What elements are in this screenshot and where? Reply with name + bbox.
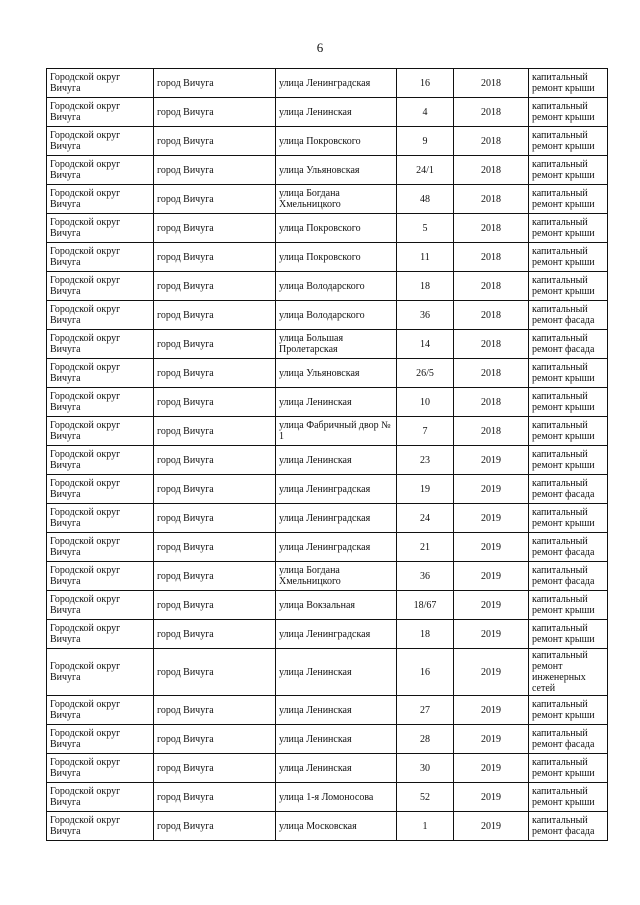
table-row [47, 754, 608, 783]
table-row [47, 620, 608, 649]
year-cell: 2018 [454, 156, 529, 185]
work-type-cell: капитальный ремонт крыши [529, 504, 608, 533]
district-cell: Городской округ Вичуга [47, 475, 154, 504]
table-row [47, 562, 608, 591]
work-type-cell: капитальный ремонт фасада [529, 533, 608, 562]
year-cell: 2018 [454, 98, 529, 127]
city-cell: город Вичуга [154, 185, 276, 214]
work-type-cell: капитальный ремонт фасада [529, 301, 608, 330]
district-cell: Городской округ Вичуга [47, 185, 154, 214]
city-cell: город Вичуга [154, 649, 276, 696]
city-cell: город Вичуга [154, 243, 276, 272]
work-type-cell: капитальный ремонт крыши [529, 754, 608, 783]
table-row [47, 388, 608, 417]
house-number-cell: 48 [397, 185, 454, 214]
table-row [47, 649, 608, 696]
house-number-cell: 7 [397, 417, 454, 446]
city-cell: город Вичуга [154, 812, 276, 841]
house-number-cell: 16 [397, 649, 454, 696]
street-cell: улица Ленинская [276, 754, 397, 783]
district-cell: Городской округ Вичуга [47, 504, 154, 533]
district-cell: Городской округ Вичуга [47, 812, 154, 841]
district-cell: Городской округ Вичуга [47, 388, 154, 417]
table-row [47, 533, 608, 562]
work-type-cell: капитальный ремонт фасада [529, 725, 608, 754]
work-type-cell: капитальный ремонт крыши [529, 591, 608, 620]
house-number-cell: 21 [397, 533, 454, 562]
street-cell: улица Ленинградская [276, 620, 397, 649]
city-cell: город Вичуга [154, 98, 276, 127]
table-row [47, 725, 608, 754]
year-cell: 2019 [454, 446, 529, 475]
street-cell: улица Ленинская [276, 725, 397, 754]
street-cell: улица Володарского [276, 272, 397, 301]
table-row [47, 301, 608, 330]
street-cell: улица Богдана Хмельницкого [276, 562, 397, 591]
registry-table-body [47, 69, 608, 841]
work-type-cell: капитальный ремонт фасада [529, 562, 608, 591]
work-type-cell: капитальный ремонт крыши [529, 214, 608, 243]
table-row [47, 243, 608, 272]
city-cell: город Вичуга [154, 446, 276, 475]
street-cell: улица Ленинградская [276, 504, 397, 533]
district-cell: Городской округ Вичуга [47, 69, 154, 98]
district-cell: Городской округ Вичуга [47, 272, 154, 301]
house-number-cell: 28 [397, 725, 454, 754]
street-cell: улица Ленинская [276, 649, 397, 696]
year-cell: 2019 [454, 620, 529, 649]
house-number-cell: 27 [397, 696, 454, 725]
street-cell: улица Покровского [276, 127, 397, 156]
street-cell: улица Ленинская [276, 388, 397, 417]
city-cell: город Вичуга [154, 330, 276, 359]
work-type-cell: капитальный ремонт фасада [529, 330, 608, 359]
city-cell: город Вичуга [154, 533, 276, 562]
work-type-cell: капитальный ремонт крыши [529, 243, 608, 272]
year-cell: 2019 [454, 591, 529, 620]
table-row [47, 272, 608, 301]
table-row [47, 185, 608, 214]
year-cell: 2018 [454, 69, 529, 98]
city-cell: город Вичуга [154, 301, 276, 330]
year-cell: 2018 [454, 330, 529, 359]
city-cell: город Вичуга [154, 620, 276, 649]
district-cell: Городской округ Вичуга [47, 754, 154, 783]
year-cell: 2019 [454, 504, 529, 533]
registry-table [46, 68, 608, 841]
city-cell: город Вичуга [154, 359, 276, 388]
district-cell: Городской округ Вичуга [47, 301, 154, 330]
table-row [47, 812, 608, 841]
table-row [47, 330, 608, 359]
district-cell: Городской округ Вичуга [47, 359, 154, 388]
house-number-cell: 30 [397, 754, 454, 783]
house-number-cell: 24/1 [397, 156, 454, 185]
house-number-cell: 10 [397, 388, 454, 417]
street-cell: улица Ленинская [276, 446, 397, 475]
year-cell: 2019 [454, 649, 529, 696]
city-cell: город Вичуга [154, 504, 276, 533]
work-type-cell: капитальный ремонт крыши [529, 69, 608, 98]
year-cell: 2019 [454, 725, 529, 754]
house-number-cell: 4 [397, 98, 454, 127]
street-cell: улица Вокзальная [276, 591, 397, 620]
district-cell: Городской округ Вичуга [47, 446, 154, 475]
house-number-cell: 36 [397, 301, 454, 330]
year-cell: 2018 [454, 417, 529, 446]
street-cell: улица Ленинская [276, 98, 397, 127]
street-cell: улица Ульяновская [276, 156, 397, 185]
city-cell: город Вичуга [154, 725, 276, 754]
table-row [47, 591, 608, 620]
work-type-cell: капитальный ремонт крыши [529, 417, 608, 446]
city-cell: город Вичуга [154, 417, 276, 446]
district-cell: Городской округ Вичуга [47, 562, 154, 591]
district-cell: Городской округ Вичуга [47, 127, 154, 156]
district-cell: Городской округ Вичуга [47, 649, 154, 696]
house-number-cell: 9 [397, 127, 454, 156]
year-cell: 2019 [454, 783, 529, 812]
street-cell: улица Ульяновская [276, 359, 397, 388]
year-cell: 2018 [454, 388, 529, 417]
district-cell: Городской округ Вичуга [47, 725, 154, 754]
district-cell: Городской округ Вичуга [47, 591, 154, 620]
city-cell: город Вичуга [154, 127, 276, 156]
street-cell: улица Покровского [276, 214, 397, 243]
year-cell: 2019 [454, 754, 529, 783]
house-number-cell: 36 [397, 562, 454, 591]
work-type-cell: капитальный ремонт крыши [529, 446, 608, 475]
house-number-cell: 24 [397, 504, 454, 533]
district-cell: Городской округ Вичуга [47, 417, 154, 446]
house-number-cell: 11 [397, 243, 454, 272]
page-number: 6 [316, 40, 324, 55]
year-cell: 2019 [454, 533, 529, 562]
year-cell: 2018 [454, 214, 529, 243]
year-cell: 2018 [454, 301, 529, 330]
work-type-cell: капитальный ремонт крыши [529, 98, 608, 127]
house-number-cell: 18 [397, 620, 454, 649]
work-type-cell: капитальный ремонт инженерных сетей [529, 649, 608, 696]
city-cell: город Вичуга [154, 783, 276, 812]
street-cell: улица Володарского [276, 301, 397, 330]
work-type-cell: капитальный ремонт фасада [529, 475, 608, 504]
table-row [47, 475, 608, 504]
house-number-cell: 23 [397, 446, 454, 475]
district-cell: Городской округ Вичуга [47, 243, 154, 272]
year-cell: 2019 [454, 562, 529, 591]
city-cell: город Вичуга [154, 562, 276, 591]
year-cell: 2018 [454, 272, 529, 301]
district-cell: Городской округ Вичуга [47, 98, 154, 127]
table-row [47, 156, 608, 185]
house-number-cell: 5 [397, 214, 454, 243]
work-type-cell: капитальный ремонт крыши [529, 156, 608, 185]
year-cell: 2018 [454, 185, 529, 214]
year-cell: 2018 [454, 127, 529, 156]
district-cell: Городской округ Вичуга [47, 330, 154, 359]
table-row [47, 69, 608, 98]
house-number-cell: 26/5 [397, 359, 454, 388]
table-row [47, 696, 608, 725]
district-cell: Городской округ Вичуга [47, 783, 154, 812]
district-cell: Городской округ Вичуга [47, 214, 154, 243]
work-type-cell: капитальный ремонт крыши [529, 620, 608, 649]
year-cell: 2018 [454, 243, 529, 272]
street-cell: улица Большая Пролетарская [276, 330, 397, 359]
house-number-cell: 18/67 [397, 591, 454, 620]
city-cell: город Вичуга [154, 696, 276, 725]
year-cell: 2019 [454, 475, 529, 504]
street-cell: улица 1-я Ломоносова [276, 783, 397, 812]
table-row [47, 417, 608, 446]
year-cell: 2018 [454, 359, 529, 388]
house-number-cell: 18 [397, 272, 454, 301]
street-cell: улица Ленинградская [276, 533, 397, 562]
work-type-cell: капитальный ремонт крыши [529, 783, 608, 812]
work-type-cell: капитальный ремонт крыши [529, 696, 608, 725]
table-row [47, 127, 608, 156]
house-number-cell: 16 [397, 69, 454, 98]
table-row [47, 214, 608, 243]
street-cell: улица Ленинградская [276, 475, 397, 504]
district-cell: Городской округ Вичуга [47, 156, 154, 185]
city-cell: город Вичуга [154, 591, 276, 620]
work-type-cell: капитальный ремонт крыши [529, 127, 608, 156]
year-cell: 2019 [454, 812, 529, 841]
work-type-cell: капитальный ремонт фасада [529, 812, 608, 841]
district-cell: Городской округ Вичуга [47, 620, 154, 649]
table-row [47, 783, 608, 812]
house-number-cell: 1 [397, 812, 454, 841]
year-cell: 2019 [454, 696, 529, 725]
table-row [47, 359, 608, 388]
street-cell: улица Ленинская [276, 696, 397, 725]
house-number-cell: 19 [397, 475, 454, 504]
city-cell: город Вичуга [154, 156, 276, 185]
street-cell: улица Московская [276, 812, 397, 841]
work-type-cell: капитальный ремонт крыши [529, 359, 608, 388]
city-cell: город Вичуга [154, 214, 276, 243]
street-cell: улица Фабричный двор № 1 [276, 417, 397, 446]
city-cell: город Вичуга [154, 69, 276, 98]
city-cell: город Вичуга [154, 754, 276, 783]
city-cell: город Вичуга [154, 388, 276, 417]
street-cell: улица Ленинградская [276, 69, 397, 98]
city-cell: город Вичуга [154, 272, 276, 301]
district-cell: Городской округ Вичуга [47, 696, 154, 725]
house-number-cell: 14 [397, 330, 454, 359]
table-row [47, 98, 608, 127]
district-cell: Городской округ Вичуга [47, 533, 154, 562]
work-type-cell: капитальный ремонт крыши [529, 272, 608, 301]
city-cell: город Вичуга [154, 475, 276, 504]
house-number-cell: 52 [397, 783, 454, 812]
street-cell: улица Покровского [276, 243, 397, 272]
table-row [47, 504, 608, 533]
work-type-cell: капитальный ремонт крыши [529, 185, 608, 214]
street-cell: улица Богдана Хмельницкого [276, 185, 397, 214]
work-type-cell: капитальный ремонт крыши [529, 388, 608, 417]
table-row [47, 446, 608, 475]
